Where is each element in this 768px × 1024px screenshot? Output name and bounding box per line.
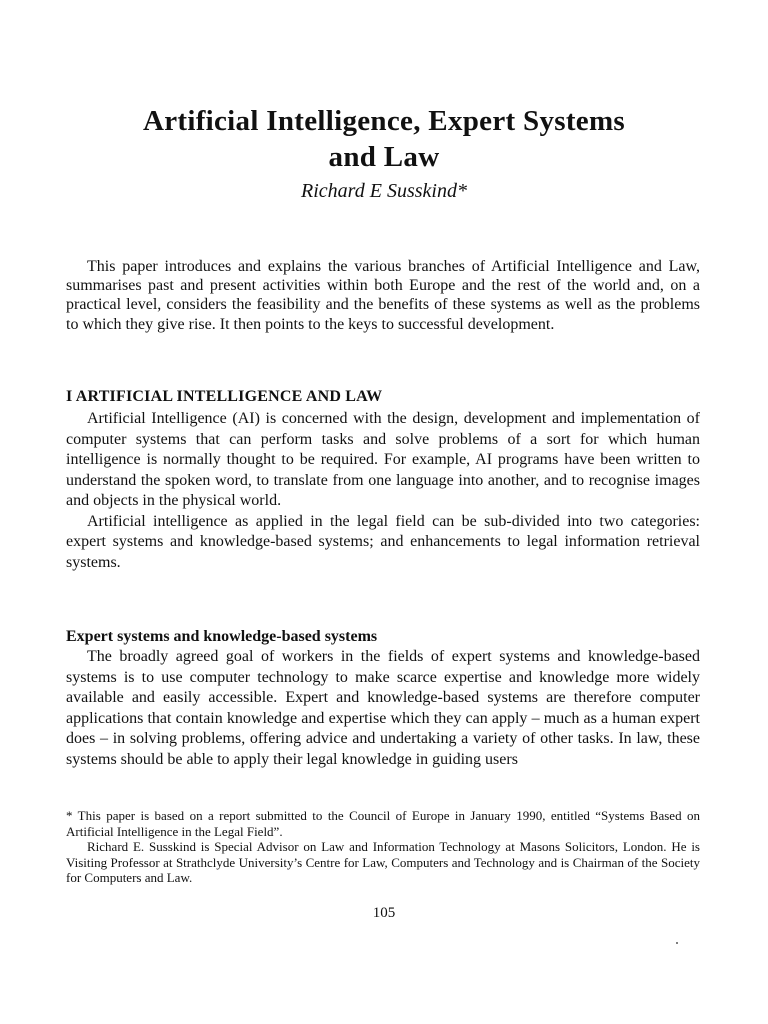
- subsection-body: [66, 647, 700, 770]
- paper-title-line-2: and Law: [328, 141, 440, 173]
- abstract: This paper introduces and explains the various branches of Artificial Intelligence and Law, summarises past and present activities within both Europe and the rest of the world and, on a practical level, considers the feasibility and the benefits of these systems as well as the problems to which they give rise. It then points to the keys to successful development.: [66, 258, 700, 333]
- subsection-heading: Expert systems and knowledge-based systems: [66, 628, 378, 645]
- paper-title-line-1: Artificial Intelligence, Expert Systems: [142, 105, 626, 137]
- paper-title: [40, 103, 728, 175]
- section-body: [66, 409, 700, 573]
- footnote: * This paper is based on a report submitted to the Council of Europe in January 1990, entitled “Systems Based on Artificial Intelligence in the Legal Field”.: [66, 808, 700, 839]
- footnote: Richard E. Susskind is Special Advisor on Law and Information Technology at Masons Solicitors, London. He is Visiting Professor at Strathclyde University’s Centre for Law, Computers and Technology and is Chairman of the Society for Computers and Law.: [66, 839, 700, 885]
- page-number: 105: [372, 905, 396, 921]
- footnotes: [66, 808, 700, 886]
- body-paragraph: Artificial intelligence as applied in the legal field can be sub-divided into two categories: expert systems and knowledge-based systems; and enhancements to legal information retrieval systems.: [66, 512, 700, 571]
- author-name: Richard E Susskind*: [301, 180, 467, 202]
- body-paragraph: Artificial Intelligence (AI) is concerned with the design, development and implementation of computer systems that can perform tasks and solve problems of a sort for which human intelligence is normally thought to be required. For example, AI programs have been written to understand the spoken word, to translate from one language into another, and to recognise images and objects in the physical world.: [66, 410, 700, 509]
- section-heading: I ARTIFICIAL INTELLIGENCE AND LAW: [66, 388, 383, 405]
- body-paragraph: The broadly agreed goal of workers in the fields of expert systems and knowledge-based systems is to use computer technology to make scarce expertise and knowledge more widely available and easily accessible. Expert and knowledge-based systems are therefore computer applications that contain knowledge and expertise which they can apply – much as a human expert does – in solving problems, offering advice and undertaking a variety of other tasks. In law, these systems should be able to apply their legal knowledge in guiding users: [66, 648, 700, 768]
- scan-speck: [676, 942, 678, 944]
